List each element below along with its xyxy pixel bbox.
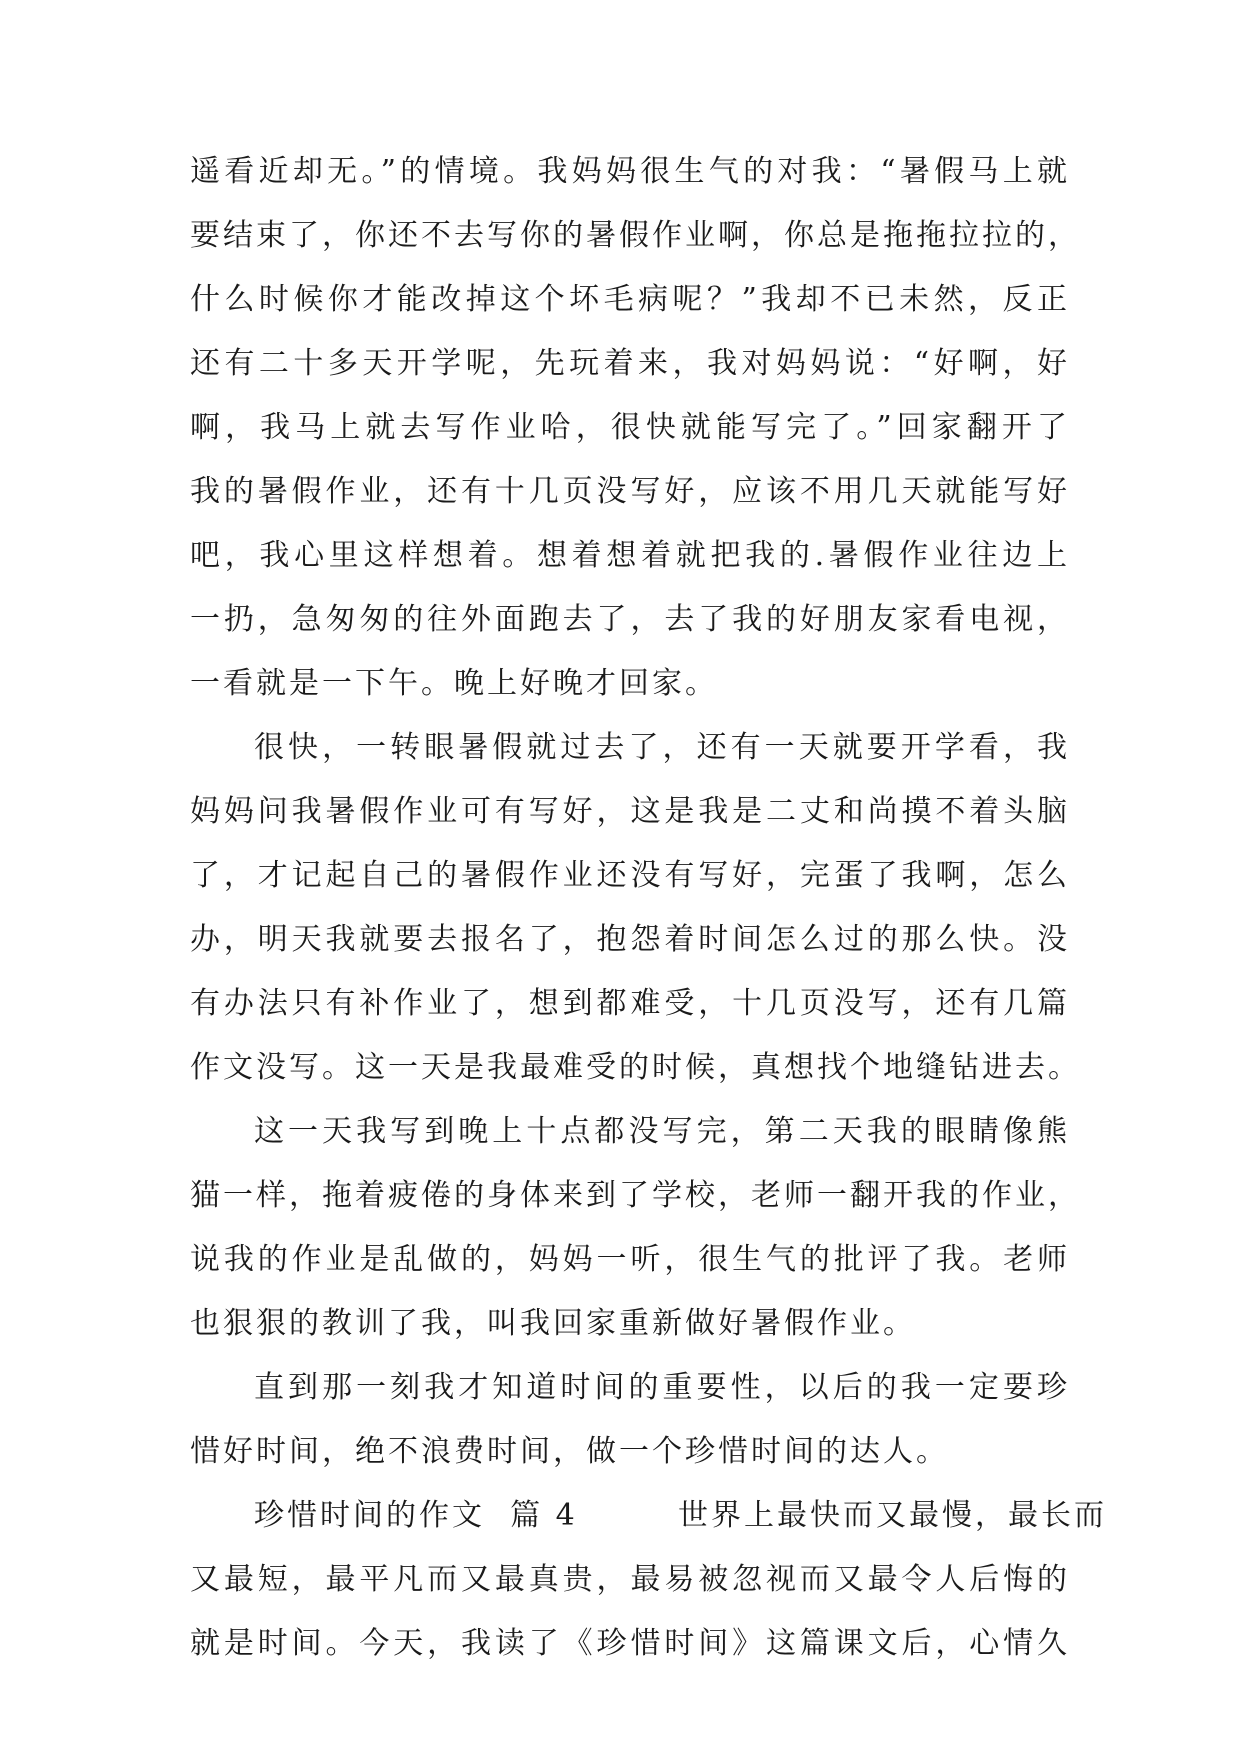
text-line: 办，明天我就要去报名了，抱怨着时间怎么过的那么快。没 [190,922,1070,957]
text-line: 一看就是一下午。晚上好晚才回家。 [190,666,718,701]
paragraph-start-line: 这一天我写到晚上十点都没写完，第二天我的眼睛像熊 [254,1114,1070,1149]
essay-text [190,152,1107,1688]
text-line: 又最短，最平凡而又最真贵，最易被忽视而又最令人后悔的 [190,1562,1070,1597]
text-line: 说我的作业是乱做的，妈妈一听，很生气的批评了我。老师 [190,1242,1070,1277]
text-line: 了，才记起自己的暑假作业还没有写好，完蛋了我啊，怎么 [190,858,1070,893]
text-line: 有办法只有补作业了，想到都难受，十几页没写，还有几篇 [190,986,1070,1021]
text-line: 吧，我心里这样想着。想着想着就把我的.暑假作业往边上 [190,538,1070,573]
text-line: 啊，我马上就去写作业哈，很快就能写完了。”回家翻开了 [190,410,1070,445]
section-heading-line: 珍惜时间的作文 篇 4 世界上最快而又最慢，最长而 [254,1498,1107,1533]
text-line: 妈妈问我暑假作业可有写好，这是我是二丈和尚摸不着头脑 [190,794,1070,829]
paragraph-start-line: 很快，一转眼暑假就过去了，还有一天就要开学看，我 [254,730,1070,765]
text-line: 遥看近却无。”的情境。我妈妈很生气的对我：“暑假马上就 [190,154,1070,189]
text-line: 还有二十多天开学呢，先玩着来，我对妈妈说：“好啊，好 [190,346,1070,381]
text-line: 一扔，急匆匆的往外面跑去了，去了我的好朋友家看电视， [190,602,1070,637]
text-line: 猫一样，拖着疲倦的身体来到了学校，老师一翻开我的作业， [190,1178,1081,1213]
paragraph-start-line: 直到那一刻我才知道时间的重要性，以后的我一定要珍 [254,1370,1070,1405]
text-line: 什么时候你才能改掉这个坏毛病呢？”我却不已未然，反正 [190,282,1070,317]
text-line: 我的暑假作业，还有十几页没写好，应该不用几天就能写好 [190,474,1070,509]
text-line: 要结束了，你还不去写你的暑假作业啊，你总是拖拖拉拉的， [190,218,1081,253]
text-line: 作文没写。这一天是我最难受的时候，真想找个地缝钻进去。 [190,1050,1081,1085]
text-line: 惜好时间，绝不浪费时间，做一个珍惜时间的达人。 [190,1434,949,1469]
text-line: 也狠狠的教训了我，叫我回家重新做好暑假作业。 [190,1306,916,1341]
text-line: 就是时间。今天，我读了《珍惜时间》这篇课文后，心情久 [190,1626,1070,1661]
